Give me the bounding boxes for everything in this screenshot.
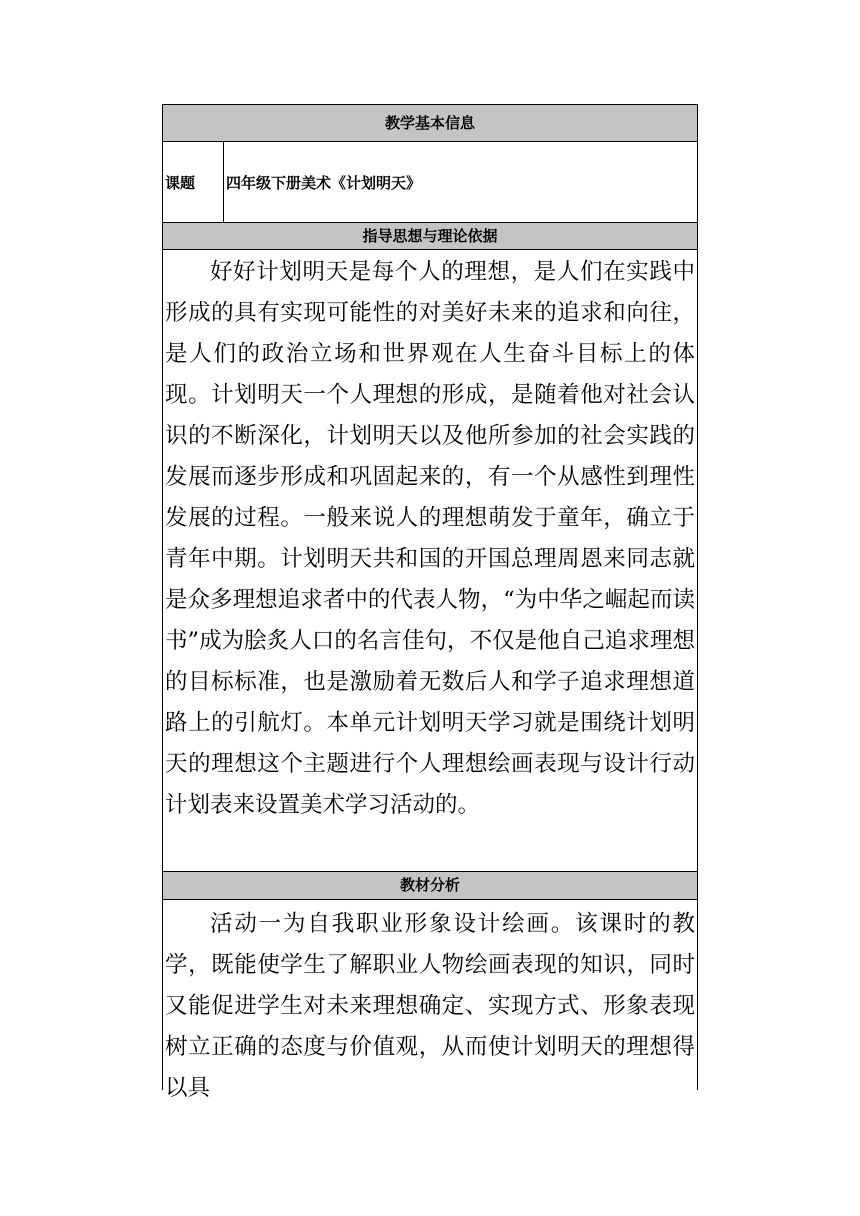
lesson-info-table: [162, 104, 698, 1101]
material-analysis-paragraph: 活动一为自我职业形象设计绘画。该课时的教学，既能使学生了解职业人物绘画表现的知识，同时又能促进学生对未来理想确定、实现方式、形象表现树立正确的态度与价值观，从而使计划明天的理想得以具: [165, 911, 695, 1101]
section-header-basic-info: 教学基本信息: [163, 105, 697, 142]
section-header-guiding-theory: 指导思想与理论依据: [163, 223, 697, 250]
section-header-material-analysis: 教材分析: [163, 872, 697, 900]
subject-value: 四年级下册美术《计划明天》: [226, 173, 422, 192]
subject-row: [163, 142, 697, 223]
material-analysis-body: [163, 900, 697, 1101]
subject-label: 课题: [163, 142, 224, 222]
guiding-theory-paragraph: 好好计划明天是每个人的理想，是人们在实践中形成的具有实现可能性的对美好未来的追求和向往，是人们的政治立场和世界观在人生奋斗目标上的体现。计划明天一个人理想的形成，是随着他对社会认识的不断深化，计划明天以及他所参加的社会实践的发展而逐步形成和巩固起来的，有一个从感性到理性发展的过程。一般来说人的理想萌发于童年，确立于青年中期。计划明天共和国的开国总理周恩来同志就是众多理想追求者中的代表人物，“为中华之崛起而读书”成为脍炙人口的名言佳句，不仅是他自己追求理想的目标标准，也是激励着无数后人和学子追求理想道路上的引航灯。本单元计划明天学习就是围绕计划明天的理想这个主题进行个人理想绘画表现与设计行动计划表来设置美术学习活动的。: [165, 259, 695, 818]
guiding-theory-body: [163, 250, 697, 872]
